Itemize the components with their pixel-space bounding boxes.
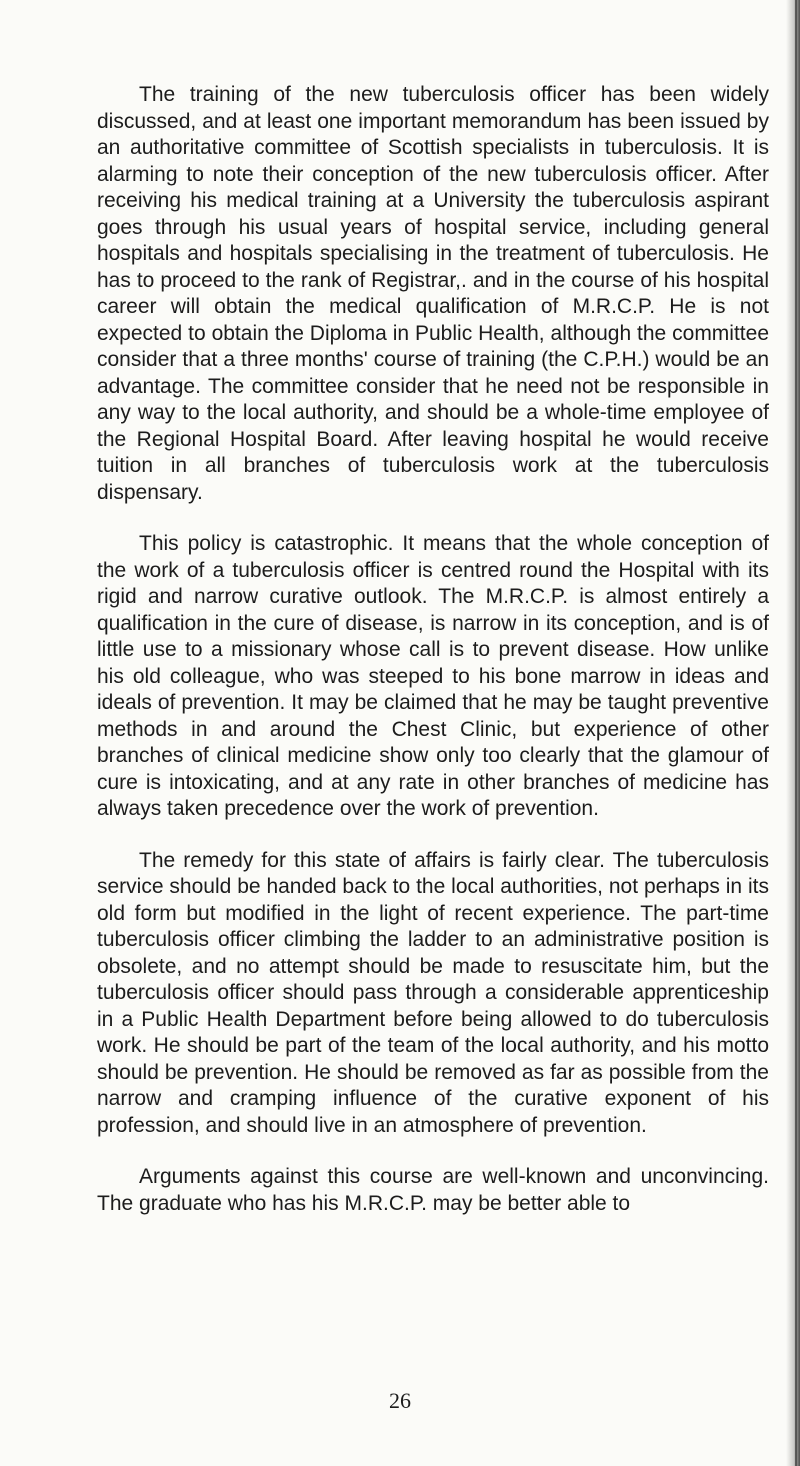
page-edge-shadow <box>786 0 800 1466</box>
paragraph-4: Arguments against this course are well-known and unconvincing. The graduate who has his M.R.C.P. may be better able to <box>97 1165 769 1215</box>
paragraph-2: This policy is catastrophic. It means that the whole conception of the work of a tuberculosis officer is centred round the Hospital with its rigid and narrow curative outlook. The M.R.C.P. is almost entirely a qualification in the cure of disease, is narrow in its conception, and is of little use to a missionary whose call is to prevent disease. How unlike his old colleague, who was steeped to his bone marrow in ideas and ideals of prevention. It may be claimed that he may be taught preventive methods in and around the Chest Clinic, but experience of other branches of clinical medicine show only too clearly that the glamour of cure is intoxicating, and at any rate in other branches of medicine has always taken precedence over the work of prevention. <box>97 532 769 820</box>
page-number: 26 <box>389 1388 411 1413</box>
paragraph-1: The training of the new tuberculosis officer has been widely discussed, and at least one important memorandum has been issued by an authoritative committee of Scottish specialists in tuberculosis. It is alarming to note their conception of the new tuberculosis officer. After receiving his medical training at a University the tuberculosis aspirant goes through his usual years of hospital service, including general hospitals and hospitals specialising in the treatment of tuberculosis. He has to proceed to the rank of Registrar,. and in the course of his hospital career will obtain the medical qualification of M.R.C.P. He is not expected to obtain the Diploma in Public Health, although the committee consider that a three months' course of training (the C.P.H.) would be an advantage. The committee consider that he need not be responsible in any way to the local authority, and should be a whole-time employee of the Regional Hospital Board. After leaving hospital he would receive tuition in all branches of tuberculosis work at the tuberculosis dispensary. <box>97 83 769 504</box>
page-edge-line <box>795 0 797 1466</box>
paragraph-3: The remedy for this state of affairs is fairly clear. The tuberculosis service should be handed back to the local authorities, not perhaps in its old form but modified in the light of recent experience. The part-time tuberculosis officer climbing the ladder to an administrative position is obsolete, and no attempt should be made to resuscitate him, but the tuberculosis officer should pass through a considerable apprenticeship in a Public Health Department before being allowed to do tuberculosis work. He should be part of the team of the local authority, and his motto should be prevention. He should be removed as far as possible from the narrow and cramping influence of the curative exponent of his profession, and should live in an atmosphere of prevention. <box>97 848 769 1137</box>
body-text <box>97 82 769 1242</box>
